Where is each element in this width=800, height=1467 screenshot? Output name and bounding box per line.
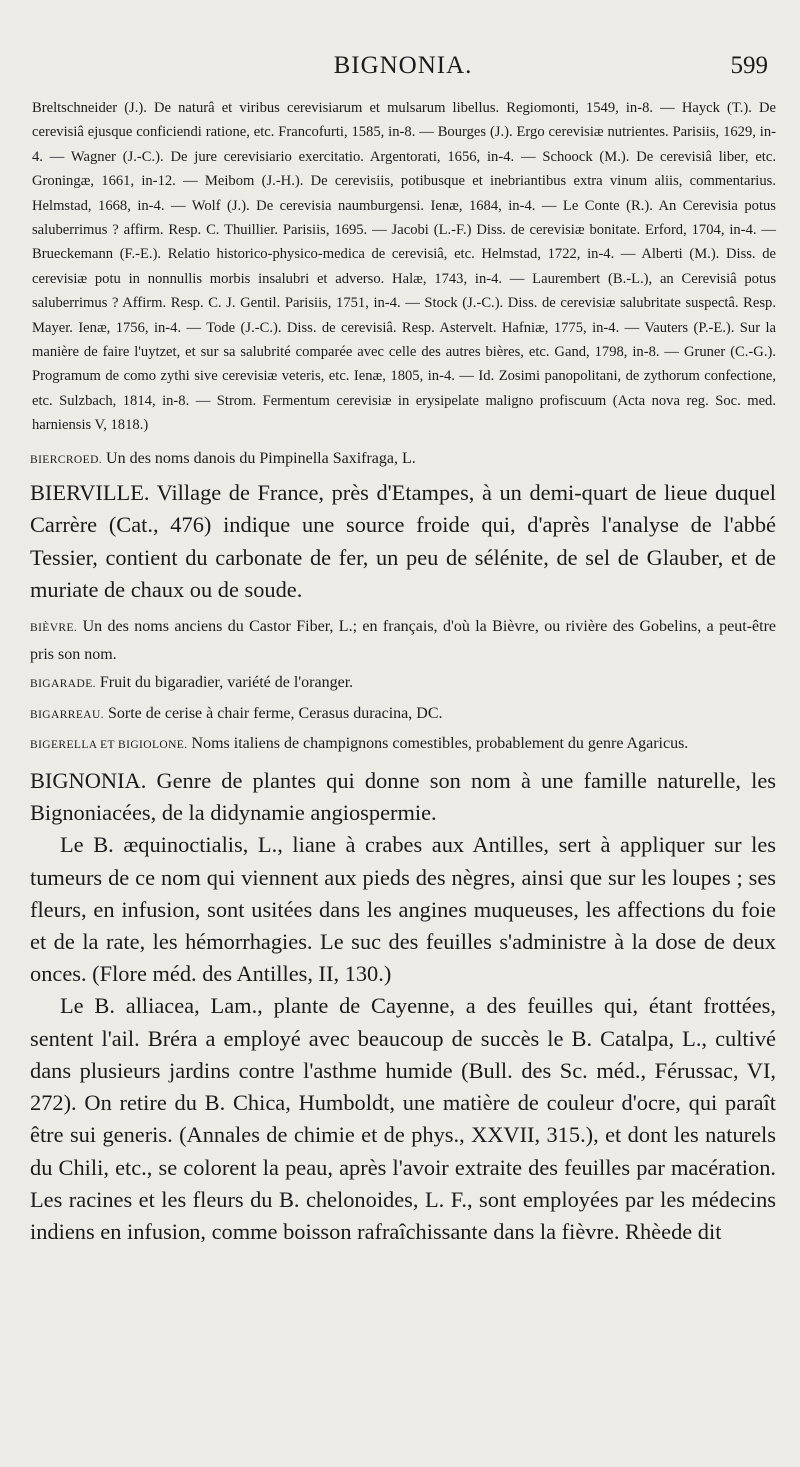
entry-bigarade	[30, 670, 776, 698]
entry-bigerella	[30, 731, 776, 759]
entry-bievre	[30, 614, 776, 667]
entry-headword: BIERVILLE.	[30, 480, 150, 506]
running-title: BIGNONIA.	[333, 52, 473, 79]
entry-definition: Un des noms danois du Pimpinella Saxifraga, L.	[102, 449, 416, 467]
entry-biercroed	[30, 446, 776, 474]
entry-headword: BIGARREAU.	[30, 708, 104, 721]
entry-definition: Genre de plantes qui donne son nom à une famille naturelle, les Bignoniacées, de la didynamie angiospermie.	[30, 768, 776, 826]
entry-headword: BIERCROED.	[30, 453, 103, 466]
entry-bignonia	[30, 765, 776, 829]
running-header	[30, 52, 776, 96]
body-paragraph: Le B. alliacea, Lam., plante de Cayenne, a des feuilles qui, étant frottées, sentent l'ail. Bréra a employé avec beaucoup de succès le B. Catalpa, L., cultivé dans plusieurs jardins contre l'asthme humide (Bull. des Sc. méd., Férussac, VI, 272). On retire du B. Chica, Humboldt, une matière de couleur d'ocre, qui paraît être sui generis. (Annales de chimie et de phys., XXVII, 315.), et dont les naturels du Chili, etc., se colorent la peau, après l'avoir extraite des feuilles par macération. Les racines et les fleurs du B. chelonoides, L. F., sont employées par les médecins indiens en infusion, comme boisson rafraîchissante dans la fièvre. Rhèede dit	[30, 993, 776, 1244]
entry-bierville	[30, 477, 776, 606]
entry-definition: Noms italiens de champignons comestibles, probablement du genre Agaricus.	[187, 735, 689, 753]
entry-headword: BIGERELLA ET BIGIOLONE.	[30, 739, 188, 752]
bibliography-text: Breltschneider (J.). De naturâ et viribus cerevisiarum et mulsarum libellus. Regiomonti, 1549, in-8. — Hayck (T.). De cerevisiâ ejusque conficiendi ratione, etc. Francofurti, 1585, in-8. — Bourges (J.). Ergo cerevisiæ nutrientes. Parisiis, 1629, in-4. — Wagner (J.-C.). De jure cerevisiario exercitatio. Argentorati, 1656, in-4. — Schoock (M.). De cerevisiâ liber, etc. Groningæ, 1661, in-12. — Meibom (J.-H.). De cerevisiis, potibusque et inebriantibus extra vinum aliis, commentarius. Helmstad, 1668, in-4. — Wolf (J.). De cerevisia naumburgensi. Ienæ, 1684, in-4. — Le Conte (R.). An Cerevisia potus saluberrimus ? affirm. Resp. C. Thuillier. Parisiis, 1695. — Jacobi (L.-F.) Diss. de cerevisiæ bonitate. Erford, 1704, in-4. — Brueckemann (F.-E.). Relatio historico-physico-medica de cerevisiâ, etc. Helmstad, 1722, in-4. — Alberti (M.). Diss. de cerevisiæ potu in nonnullis morbis insalubri et adverso. Halæ, 1743, in-4. — Laurembert (B.-L.), an Cerevisiâ potus saluberrimus ? Affirm. Resp. C. J. Gentil. Parisiis, 1751, in-4. — Stock (J.-C.). Diss. de cerevisiæ salubritate suspectâ. Resp. Mayer. Ienæ, 1756, in-4. — Tode (J.-C.). Diss. de cerevisiâ. Resp. Astervelt. Hafniæ, 1775, in-4. — Vauters (P.-E.). Sur la manière de faire l'uytzet, et sur sa salubrité comparée avec celle des autres bières, etc. Gand, 1798, in-8. — Gruner (C.-G.). Programum de como zythi sive cerevisiæ veteris, etc. Ienæ, 1805, in-4. — Id. Zosimi panopolitani, de zythorum confectione, etc. Sulzbach, 1814, in-8. — Strom. Fermentum cerevisiæ in erysipelate maligno profiscuum (Acta nova reg. Soc. med. harniensis V, 1818.)	[32, 100, 776, 434]
body-paragraph: Le B. æquinoctialis, L., liane à crabes aux Antilles, sert à appliquer sur les tumeurs de ce nom qui viennent aux pieds des nègres, ainsi que sur les loupes ; ses fleurs, en infusion, sont usitées dans les angines muqueuses, les affections du foie et de la rate, les hémorrhagies. Le suc des feuilles s'administre à la dose de deux onces. (Flore méd. des Antilles, II, 130.)	[30, 832, 776, 987]
entry-definition: Sorte de cerise à chair ferme, Cerasus duracina, DC.	[103, 704, 443, 722]
entry-headword: BIGNONIA.	[30, 768, 147, 794]
entry-definition: Fruit du bigaradier, variété de l'oranger.	[95, 674, 354, 692]
page-number: 599	[730, 52, 768, 79]
entry-bigarreau	[30, 701, 776, 729]
entry-definition: Un des noms anciens du Castor Fiber, L.; en français, d'où la Bièvre, ou rivière des Gobelins, a peut-être pris son nom.	[30, 618, 776, 663]
entry-headword: BIGARADE.	[30, 678, 96, 691]
entry-definition: Village de France, près d'Etampes, à un demi-quart de lieue duquel Carrère (Cat., 476) indique une source froide qui, d'après l'analyse de l'abbé Tessier, contient du carbonate de fer, un peu de sélénite, de sel de Glauber, et de muriate de chaux ou de soude.	[30, 480, 776, 602]
bibliography-block	[32, 96, 776, 438]
entry-headword: BIÈVRE.	[30, 622, 78, 635]
